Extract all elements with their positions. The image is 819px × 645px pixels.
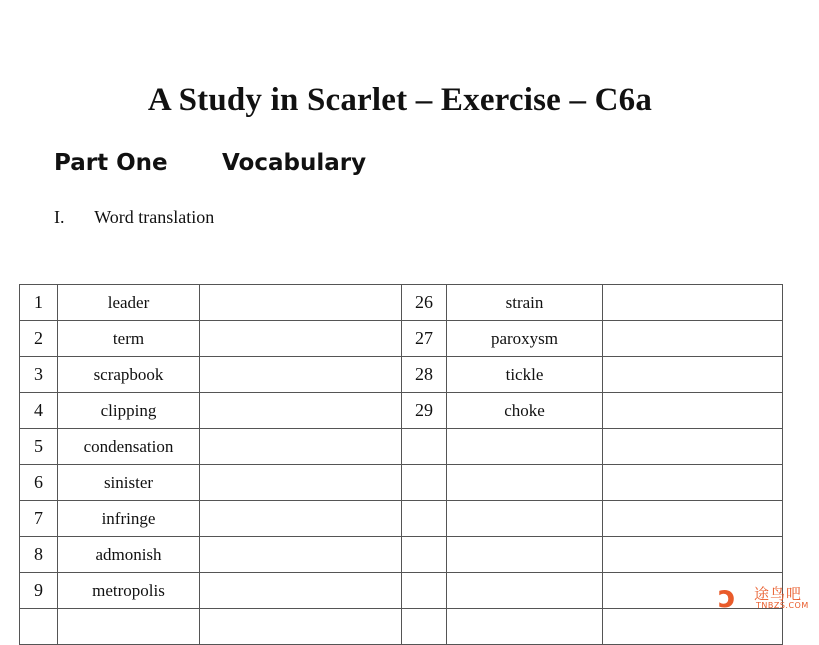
table-row [20,501,783,537]
table-row [20,285,783,321]
section-number: I. [54,207,65,227]
part-name: Vocabulary [222,150,367,176]
left-word-cell: leader [58,285,200,321]
left-word-cell: metropolis [58,573,200,609]
left-number-cell: 1 [20,285,58,321]
left-word-cell: admonish [58,537,200,573]
right-word-cell: paroxysm [447,321,603,357]
part-label: Part One [54,150,168,176]
left-answer-cell[interactable] [200,573,402,609]
right-number-cell: 27 [402,321,447,357]
left-word-cell: sinister [58,465,200,501]
right-answer-cell[interactable] [603,465,783,501]
right-answer-cell[interactable] [603,537,783,573]
right-number-cell [402,501,447,537]
left-word-cell: term [58,321,200,357]
right-answer-cell[interactable] [603,321,783,357]
right-number-cell: 28 [402,357,447,393]
left-number-cell: 8 [20,537,58,573]
left-number-cell: 2 [20,321,58,357]
right-number-cell [402,609,447,645]
right-number-cell: 29 [402,393,447,429]
right-word-cell [447,609,603,645]
right-word-cell [447,501,603,537]
right-number-cell: 26 [402,285,447,321]
left-answer-cell[interactable] [200,429,402,465]
table-row [20,537,783,573]
right-word-cell [447,537,603,573]
left-answer-cell[interactable] [200,285,402,321]
left-answer-cell[interactable] [200,501,402,537]
right-word-cell: choke [447,393,603,429]
right-answer-cell[interactable] [603,501,783,537]
left-number-cell: 4 [20,393,58,429]
table-row [20,393,783,429]
left-word-cell: clipping [58,393,200,429]
left-word-cell [58,609,200,645]
vocabulary-table [19,284,783,645]
document-title: A Study in Scarlet – Exercise – C6a [147,82,653,118]
right-number-cell [402,465,447,501]
right-number-cell [402,573,447,609]
left-answer-cell[interactable] [200,357,402,393]
right-number-cell [402,429,447,465]
table-row [20,573,783,609]
left-number-cell [20,609,58,645]
left-number-cell: 9 [20,573,58,609]
left-number-cell: 3 [20,357,58,393]
left-number-cell: 7 [20,501,58,537]
left-word-cell: scrapbook [58,357,200,393]
right-number-cell [402,537,447,573]
table-row [20,465,783,501]
table-row [20,429,783,465]
part-heading [54,150,366,176]
right-word-cell [447,429,603,465]
left-answer-cell[interactable] [200,465,402,501]
right-answer-cell[interactable] [603,285,783,321]
right-answer-cell[interactable] [603,429,783,465]
watermark-logo [714,580,814,614]
bird-logo-icon: ɔ [718,580,736,615]
left-answer-cell[interactable] [200,393,402,429]
watermark-text-cn: 途鸟吧 [754,585,803,603]
right-word-cell: tickle [447,357,603,393]
table-row [20,357,783,393]
table-row [20,321,783,357]
section-heading [54,207,214,228]
right-answer-cell[interactable] [603,357,783,393]
right-word-cell: strain [447,285,603,321]
left-number-cell: 6 [20,465,58,501]
left-answer-cell[interactable] [200,321,402,357]
table-row [20,609,783,645]
left-answer-cell[interactable] [200,537,402,573]
right-word-cell [447,573,603,609]
watermark-text-en: TNBZS.COM [756,601,809,610]
left-word-cell: condensation [58,429,200,465]
left-answer-cell[interactable] [200,609,402,645]
left-number-cell: 5 [20,429,58,465]
left-word-cell: infringe [58,501,200,537]
section-label: Word translation [94,207,215,227]
right-word-cell [447,465,603,501]
right-answer-cell[interactable] [603,393,783,429]
